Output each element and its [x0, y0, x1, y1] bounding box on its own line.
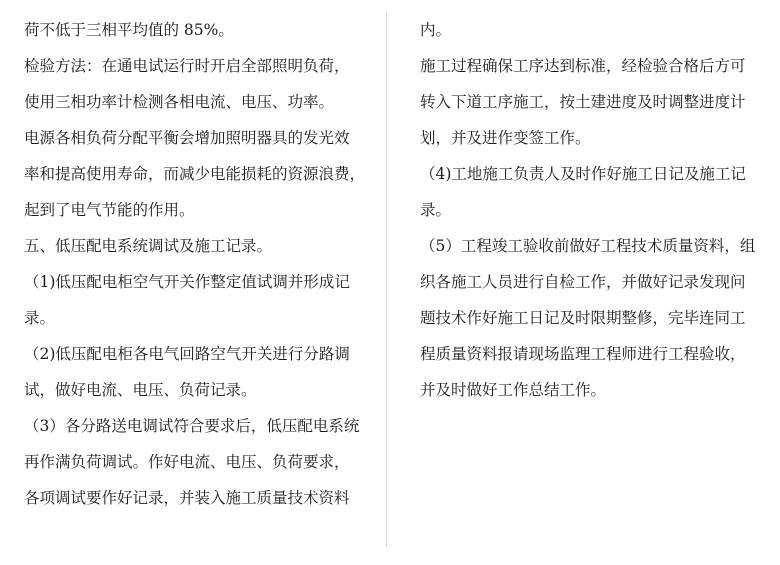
text-line: 起到了电气节能的作用。: [24, 201, 195, 219]
right-text-column: [420, 12, 765, 408]
text-line: 检验方法：在通电试运行时开启全部照明负荷，: [24, 57, 350, 75]
text-line: 划，并及进作变签工作。: [420, 129, 591, 147]
text-line: 录。: [420, 201, 452, 219]
text-line: 转入下道工序施工，按土建进度及时调整进度计: [420, 93, 746, 111]
text-line: 题技术作好施工日记及时限期整修，完毕连同工: [420, 309, 746, 327]
text-line: 率和提高使用寿命，而减少电能损耗的资源浪费，: [24, 165, 366, 183]
text-line: 织各施工人员进行自检工作，并做好记录发现问: [420, 273, 746, 291]
section-heading: 五、低压配电系统调试及施工记录。: [24, 237, 273, 255]
text-line: 荷不低于三相平均值的 85%。: [24, 21, 234, 39]
text-line: 程质量资料报请现场监理工程师进行工程验收，: [420, 345, 746, 363]
text-line: 并及时做好工作总结工作。: [420, 381, 607, 399]
text-line: 内。: [420, 21, 452, 39]
text-line: （5）工程竣工验收前做好工程技术质量资料，组: [420, 237, 756, 255]
column-divider: [386, 12, 387, 547]
text-line: 录。: [24, 309, 56, 327]
text-line: 再作满负荷调试。作好电流、电压、负荷要求，: [24, 453, 350, 471]
text-line: 各项调试要作好记录，并装入施工质量技术资料: [24, 489, 350, 507]
text-line: 使用三相功率计检测各相电流、电压、功率。: [24, 93, 335, 111]
text-line: （4)工地施工负责人及时作好施工日记及施工记: [420, 165, 746, 183]
text-line: （2)低压配电柜各电气回路空气开关进行分路调: [24, 345, 350, 363]
text-line: 试，做好电流、电压、负荷记录。: [24, 381, 257, 399]
text-line: 施工过程确保工序达到标准，经检验合格后方可: [420, 57, 746, 75]
left-text-column: [24, 12, 369, 516]
text-line: （3）各分路送电调试符合要求后，低压配电系统: [24, 417, 360, 435]
text-line: （1)低压配电柜空气开关作整定值试调并形成记: [24, 273, 350, 291]
text-line: 电源各相负荷分配平衡会增加照明器具的发光效: [24, 129, 350, 147]
